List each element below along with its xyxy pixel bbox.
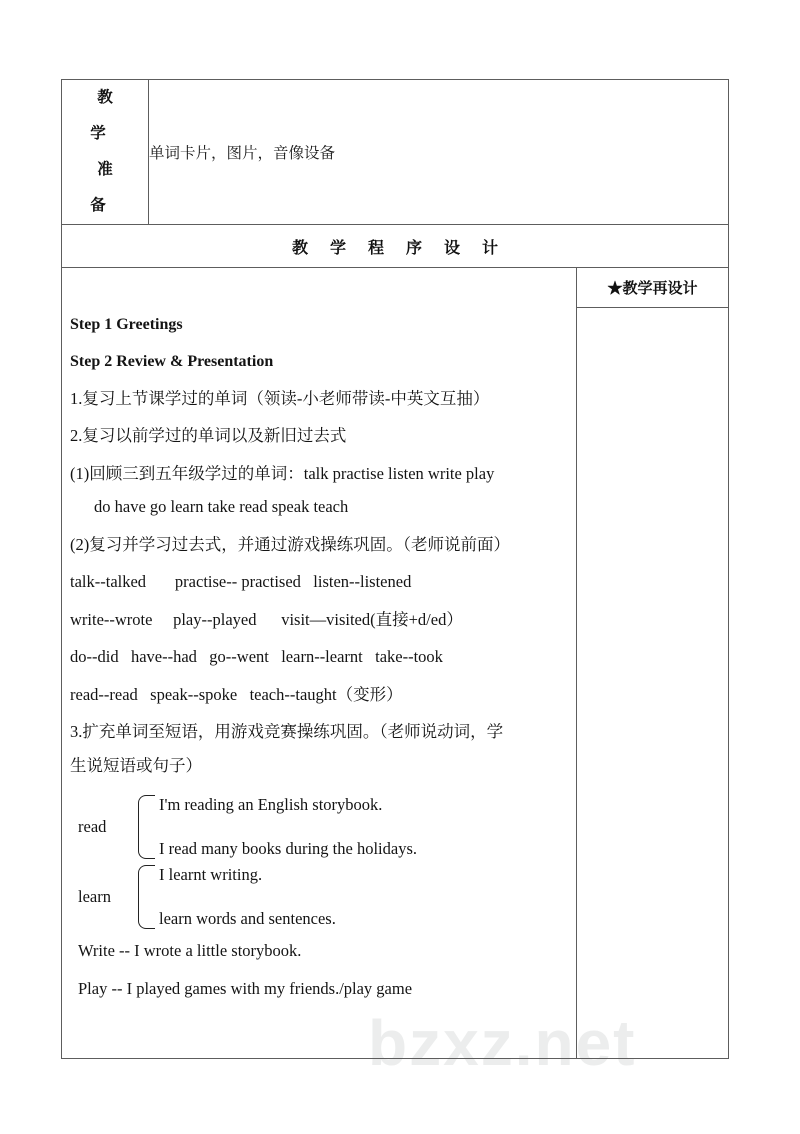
item-2-1-continued: do have go learn take read speak teach [94, 497, 349, 517]
step-1-heading: Step 1 Greetings [70, 315, 183, 333]
example-group-read-word: read [78, 817, 107, 837]
item-2-2: (2)复习并学习过去式，并通过游戏操练巩固。（老师说前面） [70, 534, 510, 554]
item-1: 1.复习上节课学过的单词（领读-小老师带读-中英文互抽） [70, 388, 490, 408]
example-group-learn-word: learn [78, 887, 111, 907]
example-sentence: I learnt writing. [159, 865, 263, 885]
bracket-icon [138, 795, 155, 859]
table-row-body [62, 268, 729, 1059]
table-row-preparation [62, 80, 729, 225]
example-sentence: I read many books during the holidays. [159, 838, 417, 858]
preparation-label-line2: 准 备 [90, 161, 127, 214]
example-group-learn [70, 865, 566, 929]
verb-list-line-4: read--read speak--spoke teach--taught（变形） [70, 684, 403, 704]
bracket-icon [138, 865, 155, 929]
item-3: 3.扩充单词至短语，用游戏竞赛操练巩固。（老师说动词，学 [70, 722, 504, 742]
preparation-label-line1: 教 学 [90, 89, 127, 142]
example-group-read [70, 795, 566, 859]
example-sentence: I'm reading an English storybook. [159, 795, 383, 815]
example-group-read-sentences [159, 796, 417, 858]
verb-list-line-3: do--did have--had go--went learn--learnt take--took [70, 647, 443, 667]
item-3-continued: 生说短语或句子） [70, 755, 202, 775]
verb-list-line-1: talk--talked practise-- practised listen--listened [70, 572, 412, 592]
example-sentence: learn words and sentences. [159, 908, 336, 928]
tail-line-play: Play -- I played games with my friends./play game [78, 978, 413, 998]
preparation-value-cell: 单词卡片，图片，音像设备 [149, 80, 729, 225]
lesson-plan-table [61, 79, 729, 1059]
verb-list-line-2: write--wrote play--played visit—visited(直接+d/ed） [70, 609, 463, 629]
watermark: bzxz.net [368, 1007, 637, 1079]
redesign-column-body[interactable] [577, 308, 728, 1058]
example-group-learn-sentences [159, 866, 336, 928]
item-2: 2.复习以前学过的单词以及新旧过去式 [70, 426, 347, 446]
tail-example-lines [70, 943, 566, 997]
item-2-1: (1)回顾三到五年级学过的单词：talk practise listen write play [70, 463, 495, 483]
table-row-section-title [62, 225, 729, 268]
section-title-cell [62, 225, 729, 268]
redesign-column-cell [577, 268, 729, 1059]
step-2-heading: Step 2 Review & Presentation [70, 352, 274, 370]
preparation-label-cell [62, 80, 149, 225]
tail-line-write: Write -- I wrote a little storybook. [78, 941, 302, 961]
lesson-body-cell [62, 268, 577, 1059]
section-title-text: 教学程序设计 [291, 239, 520, 257]
redesign-column-header: ★教学再设计 [577, 268, 728, 308]
